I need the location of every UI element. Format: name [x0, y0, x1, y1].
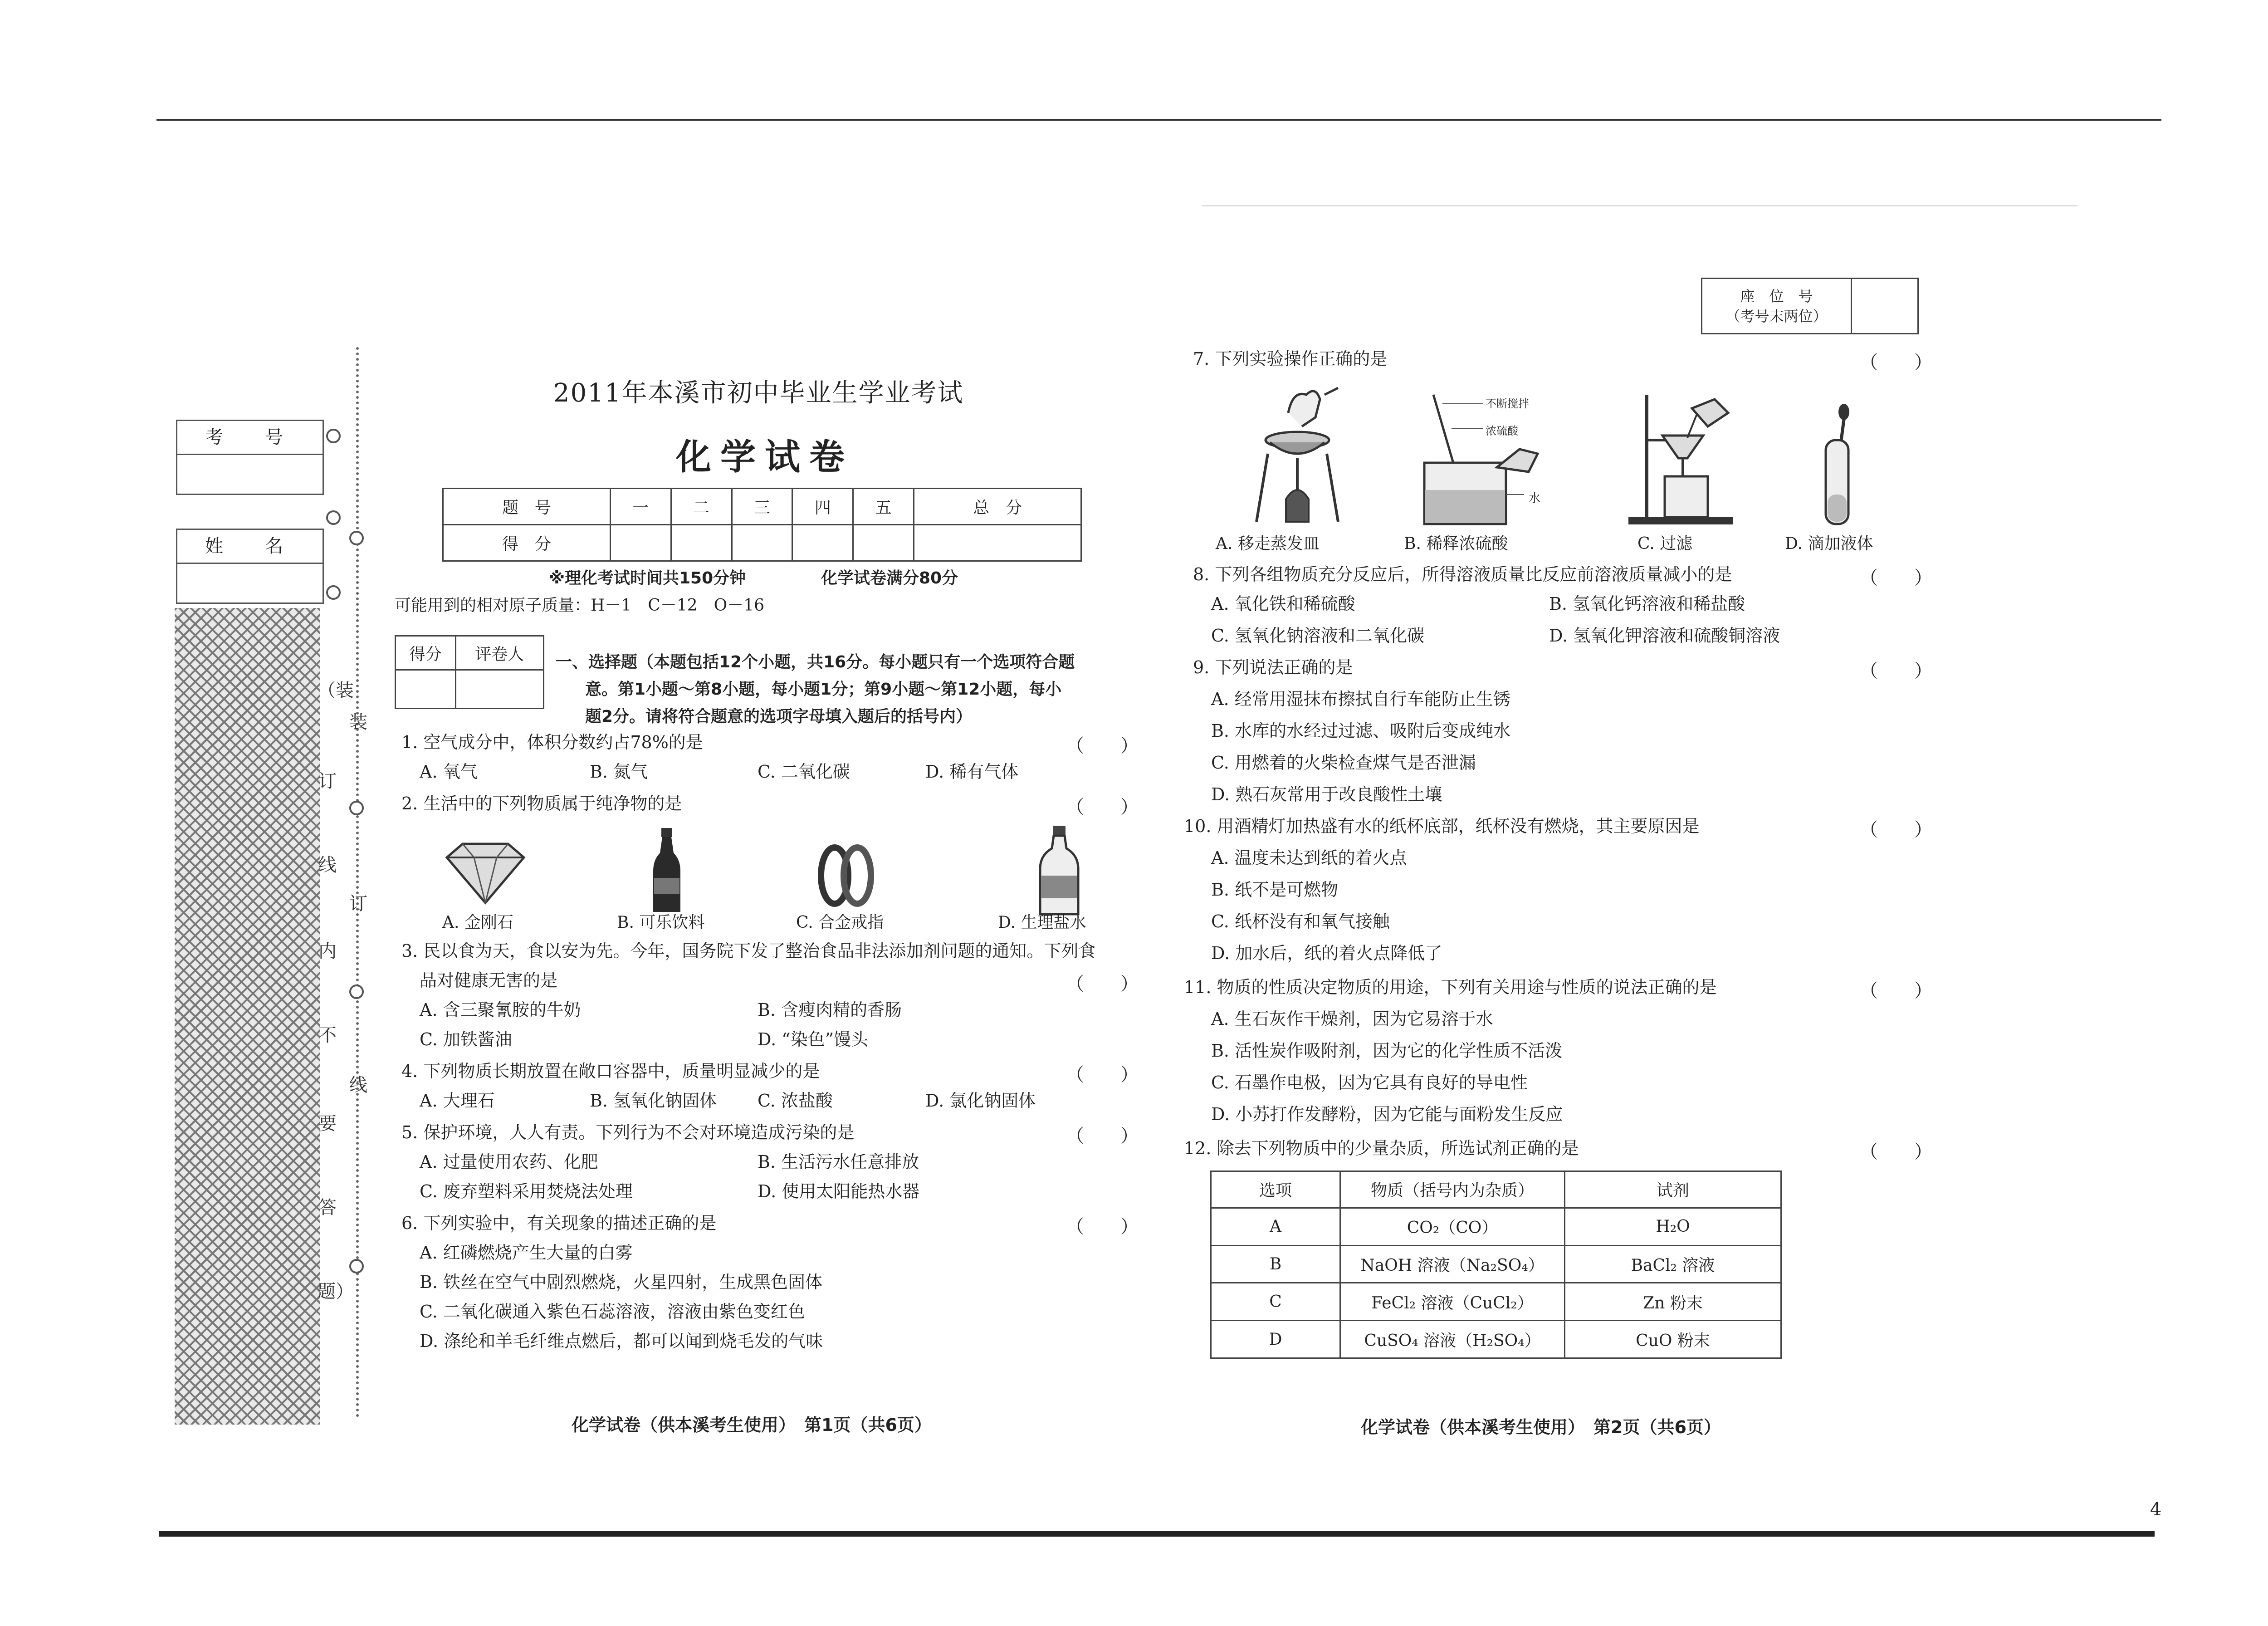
- seat-label-line: 座 位 号: [1740, 287, 1813, 305]
- subject-title: 化学试卷: [676, 437, 854, 478]
- seal-char: 答: [318, 1197, 337, 1218]
- seat-number-cell: [1852, 279, 1918, 334]
- score-table: [442, 488, 1082, 562]
- option: B. 可乐饮料: [617, 913, 705, 932]
- option: B. 活性炭作吸附剂，因为它的化学性质不活泼: [1211, 1041, 1563, 1061]
- score-cell: [671, 525, 732, 561]
- answer-paren: （ ）: [1860, 352, 1932, 373]
- score-table-header: 二: [671, 489, 732, 525]
- answer-paren: （ ）: [1066, 797, 1139, 818]
- option: D. 滴加液体: [1785, 534, 1873, 553]
- option: A. 经常用湿抹布擦拭自行车能防止生锈: [1211, 689, 1510, 709]
- option: A. 生石灰作干燥剂，因为它易溶于水: [1211, 1009, 1493, 1029]
- option: A. 含三聚氰胺的牛奶: [420, 1000, 581, 1020]
- q12-table: [1210, 1171, 1782, 1359]
- score-table-header: 三: [732, 489, 792, 525]
- binding-hole: [349, 984, 364, 999]
- option: D. 加水后，纸的着火点降低了: [1211, 943, 1442, 963]
- question-stem: 5. 保护环境，人人有责。下列行为不会对环境造成污染的是: [401, 1122, 855, 1142]
- q12-table-header: 试剂: [1565, 1171, 1781, 1208]
- option: B. 氮气: [590, 762, 648, 782]
- grader-table: [395, 635, 544, 709]
- seal-char: 装: [349, 712, 367, 733]
- q12-cell: Zn 粉末: [1565, 1283, 1781, 1321]
- seal-char: 不: [318, 1025, 337, 1046]
- answer-paren: （ ）: [1066, 1216, 1139, 1237]
- option: A. 温度未达到纸的着火点: [1211, 848, 1407, 868]
- question-stem: 11. 物质的性质决定物质的用途，下列有关用途与性质的说法正确的是: [1184, 977, 1717, 997]
- exam-number-label: 考 号: [177, 421, 323, 455]
- option: B. 铁丝在空气中剧烈燃烧，火星四射，生成黑色固体: [420, 1272, 823, 1292]
- evaporating-dish-illustration: [1252, 386, 1343, 526]
- option: D. 小苏打作发酵粉，因为它能与面粉发生反应: [1211, 1104, 1563, 1124]
- q12-table-header: 选项: [1211, 1171, 1340, 1208]
- saline-bottle-icon: [1036, 826, 1082, 916]
- acid-label: 不断搅拌: [1486, 397, 1529, 410]
- binding-dotted-line: [356, 347, 359, 1418]
- atomic-mass: 可能用到的相对原子质量：H－1 C－12 O－16: [395, 596, 764, 615]
- water-label: 水: [1529, 492, 1541, 505]
- bottom-rule: [159, 1531, 2155, 1537]
- option: C. 纸杯没有和氧气接触: [1211, 911, 1390, 931]
- score-table-header: 五: [853, 489, 914, 525]
- seal-char: 订: [349, 893, 367, 914]
- seat-number-box: [1701, 278, 1919, 334]
- question-stem: 品对健康无害的是: [420, 970, 558, 990]
- question-stem: 10. 用酒精灯加热盛有水的纸杯底部，纸杯没有燃烧，其主要原因是: [1184, 816, 1700, 836]
- cola-bottle-icon: [649, 828, 685, 914]
- grader-score-label: 得分: [396, 636, 456, 670]
- binding-hole: [349, 531, 364, 545]
- option: A. 大理石: [420, 1091, 495, 1111]
- seat-number-label: [1702, 279, 1852, 334]
- q12-table-header: 物质（括号内为杂质）: [1340, 1171, 1565, 1208]
- right-page-footer: 化学试卷（供本溪考生使用） 第2页（共6页）: [1361, 1417, 1721, 1437]
- option: C. 加铁酱油: [420, 1029, 512, 1049]
- q12-cell: H₂O: [1565, 1208, 1781, 1245]
- option: A. 移走蒸发皿: [1216, 534, 1320, 553]
- answer-paren: （ ）: [1860, 980, 1932, 1001]
- note-time: ※理化考试时间共150分钟: [549, 569, 746, 588]
- option: C. 合金戒指: [796, 913, 884, 932]
- exam-number-box: [176, 420, 324, 495]
- option: B. 氢氧化钙溶液和稀盐酸: [1549, 594, 1745, 614]
- score-cell: [792, 525, 853, 561]
- score-table-header: 一: [610, 489, 671, 525]
- name-box: [176, 529, 324, 604]
- q12-cell: CO₂（CO）: [1340, 1208, 1565, 1245]
- seal-char: 订: [318, 771, 337, 792]
- option: B. 含瘦肉精的香肠: [758, 1000, 902, 1020]
- question-stem: 6. 下列实验中，有关现象的描述正确的是: [401, 1213, 717, 1233]
- binding-hole: [326, 585, 341, 600]
- answer-paren: （ ）: [1860, 819, 1932, 840]
- option: C. 过滤: [1637, 534, 1693, 553]
- seal-char: （装: [318, 680, 354, 701]
- option: D. 涤纶和羊毛纤维点燃后，都可以闻到烧毛发的气味: [420, 1331, 823, 1351]
- option: B. 氢氧化钠固体: [590, 1091, 717, 1111]
- score-table-header: 题 号: [443, 489, 611, 525]
- exam-title: 2011年本溪市初中毕业生学业考试: [553, 378, 964, 408]
- answer-paren: （ ）: [1860, 1141, 1932, 1162]
- option: C. 用燃着的火柴检查煤气是否泄漏: [1211, 753, 1476, 773]
- seal-char: 线: [349, 1075, 367, 1096]
- q12-cell: B: [1211, 1245, 1340, 1283]
- score-cell: [610, 525, 671, 561]
- score-table-header: 总 分: [914, 489, 1081, 525]
- filtration-illustration: [1628, 395, 1733, 526]
- option: B. 稀释浓硫酸: [1404, 534, 1508, 553]
- acid-label: 浓硫酸: [1486, 425, 1518, 437]
- answer-paren: （ ）: [1860, 568, 1932, 588]
- answer-paren: （ ）: [1066, 1064, 1139, 1085]
- section1-instructions: 意。第1小题～第8小题，每小题1分；第9小题～第12小题，每小: [585, 680, 1062, 699]
- dilute-acid-illustration: [1415, 395, 1542, 526]
- option: A. 红磷燃烧产生大量的白雾: [420, 1243, 633, 1263]
- score-table-label: 得 分: [443, 525, 611, 561]
- option: D. 生理盐水: [998, 913, 1086, 932]
- answer-paren: （ ）: [1066, 1126, 1139, 1146]
- left-page-footer: 化学试卷（供本溪考生使用） 第1页（共6页）: [572, 1415, 932, 1435]
- option: B. 水库的水经过过滤、吸附后变成纯水: [1211, 721, 1511, 741]
- grader-name-label: 评卷人: [455, 636, 543, 670]
- section1-instructions: 题2分。请将符合题意的选项字母填入题后的括号内）: [585, 707, 973, 726]
- q12-cell: CuO 粉末: [1565, 1321, 1781, 1358]
- seal-char: 题）: [318, 1281, 354, 1302]
- option: D. 氯化钠固体: [925, 1091, 1036, 1111]
- question-stem: 2. 生活中的下列物质属于纯净物的是: [401, 793, 682, 813]
- option: B. 纸不是可燃物: [1211, 880, 1339, 900]
- seal-pattern: [175, 608, 320, 1425]
- option: C. 石墨作电极，因为它具有良好的导电性: [1211, 1073, 1528, 1092]
- answer-paren: （ ）: [1860, 661, 1932, 681]
- seal-char: 线: [318, 855, 337, 876]
- score-cell: [853, 525, 914, 561]
- binding-hole: [326, 429, 341, 443]
- top-rule: [156, 119, 2161, 121]
- option: C. 浓盐酸: [758, 1091, 833, 1111]
- question-stem: 1. 空气成分中，体积分数约占78%的是: [401, 732, 703, 752]
- option: C. 二氧化碳: [758, 762, 850, 782]
- question-stem: 12. 除去下列物质中的少量杂质，所选试剂正确的是: [1184, 1138, 1579, 1158]
- alloy-ring-icon: [816, 844, 875, 907]
- q12-cell: NaOH 溶液（Na₂SO₄）: [1340, 1245, 1565, 1283]
- binding-hole: [349, 1259, 364, 1273]
- option: D. 氢氧化钾溶液和硫酸铜溶液: [1549, 626, 1780, 646]
- option: D. “染色”馒头: [758, 1029, 869, 1049]
- scan-line-right: [1202, 205, 2077, 206]
- question-stem: 8. 下列各组物质充分反应后，所得溶液质量比反应前溶液质量减小的是: [1193, 564, 1732, 584]
- option: A. 氧气: [420, 762, 478, 782]
- note-score: 化学试卷满分80分: [821, 569, 958, 588]
- option: A. 金刚石: [442, 913, 513, 932]
- q12-cell: D: [1211, 1321, 1340, 1358]
- question-stem: 3. 民以食为天，食以安为先。今年，国务院下发了整治食品非法添加剂问题的通知。下列食: [401, 941, 1096, 961]
- name-label: 姓 名: [177, 530, 323, 564]
- binding-hole: [326, 510, 341, 525]
- dropper-illustration: [1819, 404, 1860, 526]
- binding-hole: [349, 801, 364, 815]
- score-cell: [914, 525, 1081, 561]
- question-stem: 4. 下列物质长期放置在敞口容器中，质量明显减少的是: [401, 1061, 820, 1081]
- answer-paren: （ ）: [1066, 735, 1139, 756]
- option: D. 熟石灰常用于改良酸性土壤: [1211, 784, 1442, 804]
- section1-instructions: 一、选择题（本题包括12个小题，共16分。每小题只有一个选项符合题: [556, 653, 1075, 671]
- score-cell: [732, 525, 792, 561]
- q12-cell: A: [1211, 1208, 1340, 1245]
- option: C. 氢氧化钠溶液和二氧化碳: [1211, 626, 1424, 646]
- option: C. 废弃塑料采用焚烧法处理: [420, 1181, 633, 1201]
- answer-paren: （ ）: [1066, 974, 1139, 994]
- question-stem: 7. 下列实验操作正确的是: [1193, 349, 1388, 369]
- q12-cell: CuSO₄ 溶液（H₂SO₄）: [1340, 1321, 1565, 1358]
- option: C. 二氧化碳通入紫色石蕊溶液，溶液由紫色变红色: [420, 1302, 805, 1322]
- option: A. 氧化铁和稀硫酸: [1211, 594, 1355, 614]
- option: A. 过量使用农药、化肥: [420, 1152, 598, 1172]
- diamond-icon: [442, 842, 528, 905]
- score-table-header: 四: [792, 489, 853, 525]
- question-stem: 9. 下列说法正确的是: [1193, 657, 1353, 677]
- seat-label-line: （考号末两位）: [1725, 307, 1828, 325]
- option: D. 稀有气体: [925, 762, 1019, 782]
- page-number: 4: [2150, 1499, 2162, 1520]
- q12-cell: FeCl₂ 溶液（CuCl₂）: [1340, 1283, 1565, 1321]
- seal-char: 要: [318, 1113, 337, 1134]
- seal-char: 内: [318, 941, 337, 962]
- q12-cell: BaCl₂ 溶液: [1565, 1245, 1781, 1283]
- option: D. 使用太阳能热水器: [758, 1181, 920, 1201]
- q12-cell: C: [1211, 1283, 1340, 1321]
- option: B. 生活污水任意排放: [758, 1152, 919, 1172]
